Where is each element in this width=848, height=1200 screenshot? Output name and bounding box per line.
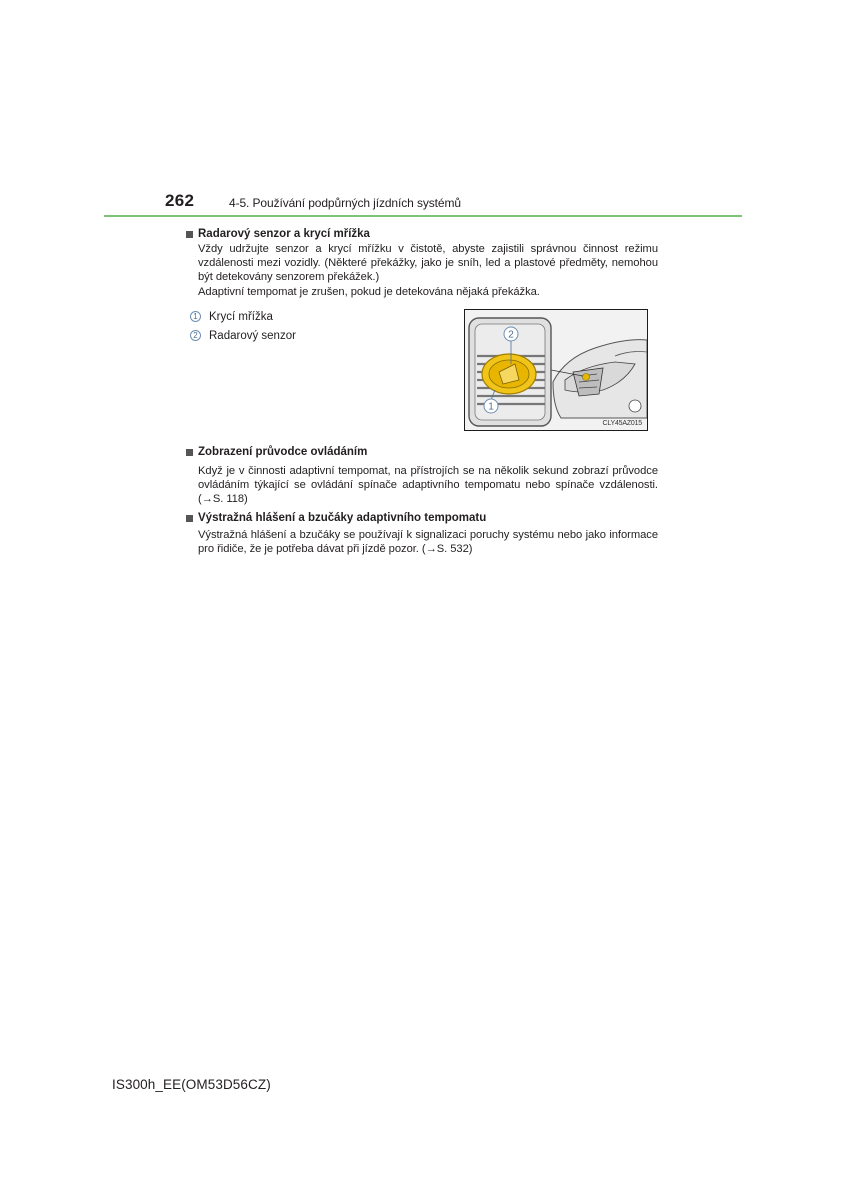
paragraph: Vždy udržujte senzor a krycí mřížku v čistotě, abyste zajistili správnou činnost režimu vzdálenosti mezi vozidly. (Některé překážky, jako je sníh, led a plastové předměty, nemohou být detekovány senzorem překážek.) [198,243,658,284]
paragraph: Adaptivní tempomat je zrušen, pokud je detekována nějaká překážka. [198,285,540,298]
section-body [198,464,658,507]
bullet-square-icon [186,449,193,456]
legend-item [190,307,450,326]
paragraph: Když je v činnosti adaptivní tempomat, na přístrojích se na několik sekund zobrazí průvodce ovládáním týkající se ovládání spínače adaptivního tempomatu nebo spínače vzdálenosti. (→S. 118) [198,465,658,506]
paragraph: Výstražná hlášení a bzučáky se používají k signalizaci poruchy systému nebo jako informace pro řidiče, že je potřeba dávat při jízdě pozor. (→S. 532) [198,529,658,556]
legend-label: Krycí mřížka [209,310,273,323]
legend-item [190,326,450,345]
grille-sensor-drawing [465,310,648,431]
section-heading-text: Zobrazení průvodce ovládáním [198,446,368,458]
legend-label: Radarový senzor [209,329,296,342]
callout-number-icon: 2 [190,330,201,341]
section-heading [186,444,658,460]
section-heading [186,226,658,242]
figure-legend [190,307,450,345]
section-operation-guide [186,444,658,507]
bullet-square-icon [186,231,193,238]
radar-sensor-illustration [464,309,648,431]
bullet-square-icon [186,515,193,522]
section-warnings [186,510,658,556]
section-body [198,528,658,556]
section-heading-text: Výstražná hlášení a bzučáky adaptivního tempomatu [198,512,487,524]
section-heading-text: Radarový senzor a krycí mřížka [198,228,370,240]
section-title: 4-5. Používání podpůrných jízdních systémů [229,196,461,210]
callout-1-label: 1 [488,401,494,413]
model-code-footer: IS300h_EE(OM53D56CZ) [112,1077,271,1092]
callout-2-label: 2 [508,329,514,341]
header-divider [104,215,742,217]
section-heading [186,510,658,526]
section-radar-sensor [186,226,658,299]
figure-code: CLY45AZ015 [602,420,642,427]
callout-number-icon: 1 [190,311,201,322]
page-number: 262 [165,191,195,210]
section-body [198,242,658,299]
